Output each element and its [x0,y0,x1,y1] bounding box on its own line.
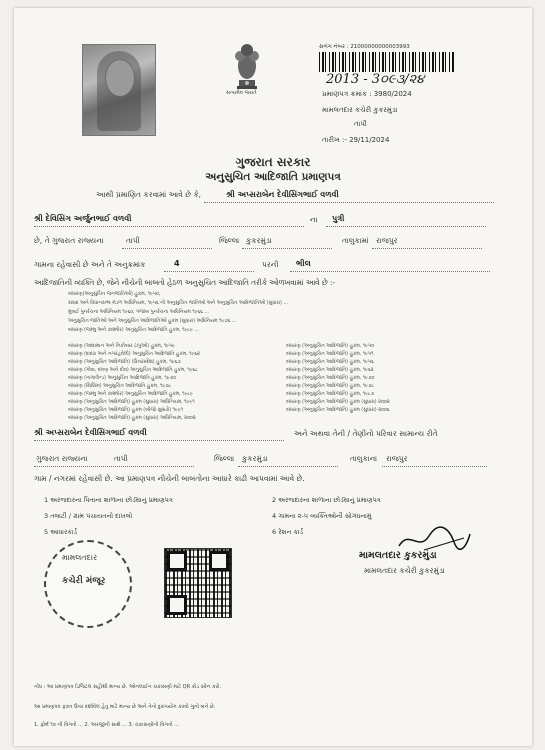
district-label: જિલ્લા [219,236,240,245]
left-order: બંધારણ (અનુસુચિત આદિજાતિ) (ઉત્તરપ્રદેશ) હુકમ, ૧૯૬૭ [68,360,181,365]
schedule-number: 4 [174,259,180,268]
left-order: બંધારણ (અનુસુચિત આદિજાતિ) હુકમ (સુધારા) અધિનિયમ, ૧૯૯૧ [68,400,195,405]
emblem-caption: સત્યમેવ જયતે [226,90,257,96]
right-order: બંધારણ (અનુસુચિત આદિજાતિ) હુકમ (સુધારા) ૨૦૦૬ [286,408,390,413]
state-label: છે, તે ગુજરાત રાજ્યના [34,236,104,245]
caste-label: પરની [262,260,279,269]
left-order: બંધારણ (અનુસુચિત આદિજાતિ) હુકમ (સુધારા) અધિનિયમ, ૨૦૦૨ [68,416,196,421]
barcode [319,52,454,72]
serial-number: સળંગ નંબર : 21000000000003993 [319,44,410,50]
residence-village: રાજપુર [386,454,408,463]
left-order: બંધારણ (સિક્કિમ) અનુસુચિત આદિજાતિ હુકમ, ૧૯૭૮ [68,384,172,389]
left-order: બંધારણ (ગોવા, દમણ અને દીવ) અનુસુચિત આદિજાતિ હુકમ, ૧૯૬૮ [68,368,198,373]
government-title: ગુજરાત સરકાર [235,155,311,169]
national-emblem-icon [229,40,265,90]
right-order: બંધારણ (અનુસુચિત આદિજાતિ) હુકમ, ૧૯૮૭ [286,392,374,397]
village-name: રાજપુર [376,236,398,245]
order-line: અનુસુચિત જાતિઓ અને અનુસુચિત આદિજાતિઓ હુકમ (સુધારા) અધિનિયમ ૧૯૭૬ ... [68,319,237,324]
taluka-label: તાલુકામાં [342,236,369,245]
right-order: બંધારણ (અનુસુચિત આદિજાતિ) હુકમ, ૧૯૭૦ [286,376,375,381]
seal-text-bottom: કચેરી મંજૂર [62,576,106,586]
right-order: બંધારણ (અનુસુચિત આદિજાતિ) હુકમ, ૧૯૫૬ [286,360,374,365]
left-order: બંધારણ (દાદરા અને નગરહવેલી) અનુસુચિત આદિજાતિ હુકમ, ૧૯૬૨ [68,352,200,357]
photo-face [105,59,135,97]
family-label: અને અથવા તેની / તેણીનો પરિવાર સામાન્ય રીતે [294,429,438,438]
residence-line: ગામ / નગરમાં રહેવાસી છે. આ પ્રમાણપત્ર નીચેની બાબતોના આધારે કાઢી આપવામાં આવે છે. [34,474,305,483]
taluka-name: કુકરમુંડા [246,236,272,245]
certificate-page [14,8,532,746]
right-order: બંધારણ (અનુસુચિત આદિજાતિ) હુકમ (સુધારા) ૨૦૦૨ [286,400,390,405]
relation: પુત્રી [332,214,345,223]
right-order: બંધારણ (અનુસુચિત આદિજાતિ) હુકમ, ૧૯૫૦ [286,344,375,349]
right-order: બંધારણ (અનુસુચિત આદિજાતિ) હુકમ, ૧૯૬૨ [286,368,374,373]
order-line: બંધારણ(અનુસુચિત જનજાતિઓ) હુકમ, ૧૯૫૦, [68,292,161,297]
signatory-office: મામલતદાર કચેરી કુકરમુંડા [364,566,445,575]
residence-district-label: જિલ્લા [214,454,235,463]
left-order: બંધારણ (જમ્મુ અને કાશ્મીર) અનુસુચિત આદિજાતિ હુકમ, ૧૯૮૯ [68,392,193,397]
doc-item: 2 અરજદારના શાળાના છોડ્યાનું પ્રમાણપત્ર [272,496,381,504]
residence-taluka: કુકરમુંડા [242,454,268,463]
qr-code[interactable] [164,548,232,618]
doc-item: 3 તલાટી / ગ્રામ પંચાયતનો દાખલો [44,512,133,520]
issuing-office: મામલતદાર કચેરી કુકરમુંડા [322,106,398,114]
footer-note: નોંધ : આ પ્રમાણપત્ર ડિજિટલ સહીથી માન્ય છે. ઓનલાઈન ચકાસણી માટે QR કોડ સ્કેન કરો. [34,684,222,690]
left-order: બંધારણ (નાગાલેન્ડ) અનુસુચિત આદિજાતિ હુકમ, ૧૯૭૦ [68,376,176,381]
left-order: બંધારણ (આંદામાન અને નિકોબાર ટાપુઓ) હુકમ, ૧૯૫૯ [68,344,176,349]
district-name: તાપી [126,236,140,245]
doc-item: 6 રેશન કાર્ડ [272,528,304,536]
left-order: બંધારણ (અનુસુચિત આદિજાતિ) હુકમ (બીજો સુધારો) ૧૯૯૧ [68,408,184,413]
order-line: બંધારણ (જમ્મુ અને કાશ્મીર) અનુસુચિત આદિજાતિ હુકમ, ૧૯૮૯ ... [68,328,199,333]
doc-item: 5 આધારકાર્ડ [44,528,78,536]
right-order: બંધારણ (અનુસુચિત આદિજાતિ) હુકમ, ૧૯૭૮ [286,384,374,389]
residence-state: ગુજરાત રાજ્યના [36,454,88,463]
doc-item: 1 અરજદારના પિતાના શાળાના છોડ્યાનું પ્રમાણપત્ર [44,496,173,504]
relation-label: ના [310,215,318,224]
seal-text-top: મામલતદાર [62,553,98,562]
applicant-name: શ્રી અપ્સરાબેન દેવીસિંગભાઈ વળવી [226,190,339,199]
caste-name: ભીલ [296,259,311,268]
tribe-intro: આદિજાતિની વ્યક્તિ છે, જેને નીચેની બાબતો હેઠળ અનુસુચિત આદિજાતિ તરીકે ઓળખવામાં આવે છે :- [34,278,336,287]
order-line: સંસદ અને વિધાનસભા મંડળ અધિનિયમ, ૧૯૫૬ ની અનુસુચિત જાતિઓ અને અનુસુચિત આદિજાતિઓ (સુધારા) ... [68,301,289,306]
residence-district: તાપી [114,454,128,463]
residence-taluka-label: તાલુકાના [350,454,378,463]
cert-intro: આથી પ્રમાણિત કરવામાં આવે છે કે, [96,190,202,199]
handwritten-number: 2013 - 3૦૯૩/૨૪ [326,72,425,87]
issuing-district: તાપી [354,120,367,128]
applicant-photo [82,44,156,136]
issue-date: તારીખ :- 29/11/2024 [322,136,390,144]
footer-note: 1. ફોર્મ ૧૦ ની વિગતો ... 2. અરજીની સાથે ... 3. ચકાસણીની વિગતો ... [34,722,179,728]
certificate-number: પ્રમાણપત્ર ક્રમાંક : 3980/2024 [322,90,412,98]
father-name: શ્રી દેવિસિંગ અર્જુનભાઈ વળવી [34,214,132,223]
signatory-title: મામલતદાર કુકરમુંડા [359,550,437,561]
schedule-label: ગામના રહેવાસી છે અને તે અનુક્રમાંક [34,260,146,269]
certificate-title: અનુસુચિત આદિજાતિ પ્રમાણપત્ર [205,171,341,183]
footer-note: આ પ્રમાણપત્ર ફક્ત ઉપર દર્શાવેલ હેતુ માટે માન્ય છે અને તેનો દુરુપયોગ કરવો ગુનો બને છે. [34,704,216,710]
doc-item: 4 ગામના ૨-૫ વ્યક્તિઓની સોગંધનામું [272,512,372,520]
right-order: બંધારણ (અનુસુચિત આદિજાતિ) હુકમ, ૧૯૫૧ [286,352,374,357]
order-line: મુંબઈ પુનર્રચના અધિનિયમ ૧૯૬૦, પંજાબ પુનર્રચના અધિનિયમ ૧૯૬૬ ... [68,310,209,315]
family-person-name: શ્રી અપ્સરાબેન દેવીસિંગભાઈ વળવી [34,428,147,437]
